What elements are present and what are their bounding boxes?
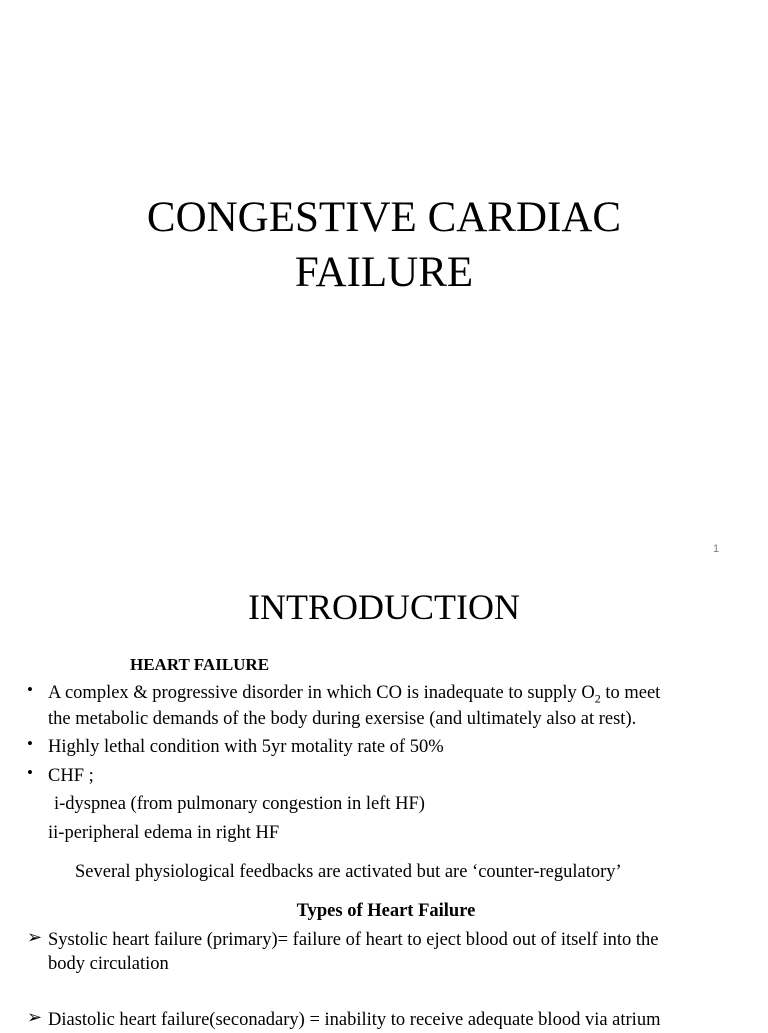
types-heading: Types of Heart Failure — [296, 901, 476, 921]
bullet-2: Highly lethal condition with 5yr motality rate of 50% — [48, 737, 444, 757]
bullet-icon: • — [27, 763, 33, 782]
chf-item-1: i-dyspnea (from pulmonary congestion in left HF) — [54, 794, 425, 814]
type-2-line-1: Diastolic heart failure(seconadary) = inability to receive adequate blood via atrium — [48, 1010, 661, 1030]
title-line-2: FAILURE — [294, 249, 474, 297]
type-1-line-2: body circulation — [48, 954, 169, 974]
feedback-text: Several physiological feedbacks are activated but are ‘counter-regulatory’ — [75, 862, 622, 882]
bullet-3: CHF ; — [48, 766, 94, 786]
bullet-icon: • — [27, 680, 33, 699]
page-number: 1 — [713, 543, 720, 555]
arrow-bullet-icon: ➢ — [27, 1007, 43, 1027]
arrow-bullet-icon: ➢ — [27, 927, 43, 947]
title-line-1: CONGESTIVE CARDIAC — [146, 194, 622, 241]
slide-2 — [0, 570, 768, 1030]
bullet-icon: • — [27, 734, 33, 753]
bullet-1-line-1: A complex & progressive disorder in which CO is inadequate to supply $O_2$ to meet — [48, 683, 661, 706]
slide-title — [0, 190, 768, 300]
type-1-line-1: Systolic heart failure (primary)= failure of heart to eject blood out of itself into the — [48, 930, 659, 950]
chf-item-2: ii-peripheral edema in right HF — [48, 823, 280, 843]
bullet-1-line-2: the metabolic demands of the body during exersise (and ultimately also at rest). — [48, 709, 637, 729]
slide-title: INTRODUCTION — [248, 587, 520, 627]
heart-failure-heading: HEART FAILURE — [130, 655, 270, 674]
